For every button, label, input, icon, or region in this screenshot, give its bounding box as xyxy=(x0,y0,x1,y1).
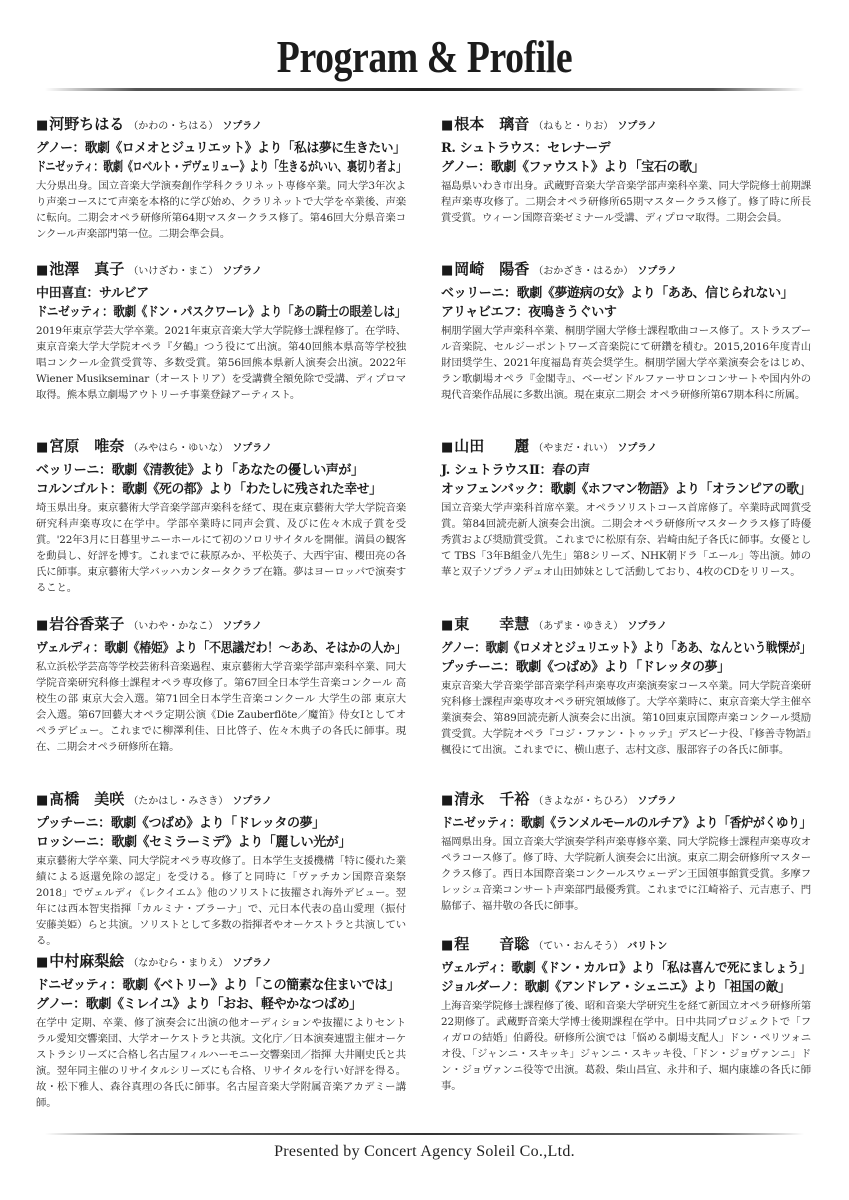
program-line: アリャビエフ：夜鳴きうぐいす xyxy=(441,305,617,320)
program-line: グノー：歌劇《ロメオとジュリエット》より「ああ、なんという戦慄が」 xyxy=(441,641,811,656)
performer-reading: （おかざき・はるか） xyxy=(533,266,634,277)
profile-ikezawa xyxy=(36,260,406,404)
program-line: ドニゼッティ：歌劇《ドン・パスクワーレ》より「あの騎士の眼差しは」 xyxy=(36,305,406,320)
voice-type: ソプラノ xyxy=(617,443,658,454)
program-line: プッチーニ：歌劇《つばめ》より「ドレッタの夢」 xyxy=(441,660,730,675)
voice-type: ソプラノ xyxy=(637,266,678,277)
voice-type: ソプラノ xyxy=(232,958,273,969)
bullet-square-icon: ■ xyxy=(36,263,49,278)
voice-type: ソプラノ xyxy=(222,621,263,632)
bullet-square-icon: ■ xyxy=(441,938,454,953)
program-line: J. シュトラウスⅡ：春の声 xyxy=(441,463,590,478)
voice-type: ソプラノ xyxy=(222,121,263,132)
profile-kawano xyxy=(36,115,406,243)
performer-name: 中村麻梨絵 xyxy=(49,952,125,970)
performer-name: 宮原 唯奈 xyxy=(49,437,125,455)
profile-yamada xyxy=(441,437,811,581)
performer-reading: （なかむら・まりえ） xyxy=(128,958,229,969)
voice-type: ソプラノ xyxy=(627,621,668,632)
program-line: 中田喜直：サルビア xyxy=(36,286,149,301)
bullet-square-icon: ■ xyxy=(441,263,454,278)
performer-reading: （いけざわ・まこ） xyxy=(128,266,219,277)
performer-name: 清永 千裕 xyxy=(454,790,530,808)
program-line: ベッリーニ：歌劇《夢遊病の女》より「ああ、信じられない」 xyxy=(441,286,794,301)
performer-name: 池澤 真子 xyxy=(49,260,125,278)
performer-reading: （きよなが・ちひろ） xyxy=(533,796,634,807)
performer-bio: 福岡県出身。国立音楽大学演奏学科声楽専修卒業、同大学院修士課程声楽専攻オペラコース修了。修了時、大学院新人演奏会に出演。東京二期会研修所マスタークラス修了。西日本国際音楽コンクールスウェーデン王国領事館賞受賞。多摩フレッシュ音楽コンサート声楽部門最優秀賞。これまでに江崎裕子、元吉恵子、門脇郁子、福井敬の各氏に師事。 xyxy=(441,836,811,912)
profile-azuma xyxy=(441,615,811,759)
bullet-square-icon: ■ xyxy=(441,618,454,633)
voice-type: ソプラノ xyxy=(232,443,273,454)
program-line: グノー：歌劇《ロメオとジュリエット》より「私は夢に生きたい」 xyxy=(36,141,406,156)
performer-reading: （みやはら・ゆいな） xyxy=(128,443,229,454)
program-line: グノー：歌劇《ファウスト》より「宝石の歌」 xyxy=(441,160,705,175)
bullet-square-icon: ■ xyxy=(36,618,49,633)
profile-iwaya xyxy=(36,615,406,755)
program-line: オッフェンバック：歌劇《ホフマン物語》より「オランピアの歌」 xyxy=(441,482,812,497)
program-line: ベッリーニ：歌劇《清教徒》より「あなたの優しい声が」 xyxy=(36,463,364,478)
performer-name: 岩谷香菜子 xyxy=(49,615,125,633)
performer-bio: 東京藝術大学卒業、同大学院オペラ専攻修了。日本学生支援機構「特に優れた業績による返還免除の認定」を受ける。修了と同時に「ヴァチカン国際音楽祭2018」でヴェルディ《レクイエム》他のソリストに抜擢され海外デビュー。翌年には西本智実指揮「カルミナ・ブラーナ」で、元日本代表の畠山愛理（振付 安藤美姫）らと共演。ソリストとして多数の指揮者やオーケストラと共演している。 xyxy=(36,855,406,947)
performer-reading: （たかはし・みさき） xyxy=(128,796,229,807)
program-line: プッチーニ：歌劇《つばめ》より「ドレッタの夢」 xyxy=(36,816,325,831)
performer-name: 髙橋 美咲 xyxy=(49,790,125,808)
voice-type: ソプラノ xyxy=(617,121,658,132)
performer-reading: （いわや・かなこ） xyxy=(128,621,219,632)
program-line: R. シュトラウス：セレナーデ xyxy=(441,141,611,156)
profile-okazaki xyxy=(441,260,811,404)
bullet-square-icon: ■ xyxy=(441,118,454,133)
performer-bio: 在学中 定期、卒業、修了演奏会に出演の他オーディションや抜擢によりセントラル愛知交響楽団、大学オーケストラと共演。文化庁／日本演奏連盟主催オーケストラシリーズに合格し名古屋フィルハーモニー交響楽団／指揮 大井剛史氏と共演。翌年同主催のリサイタルシリーズにも合格、リサイタルを行い好評を得る。故・松下雅人、森谷真理の各氏に師事。名古屋音楽大学附属音楽アカデミー講師。 xyxy=(36,1017,406,1109)
program-line: ドニゼッティ：歌劇《ロベルト・デヴェリュー》より「生きるがいい、裏切り者よ」 xyxy=(36,160,406,175)
program-line: ドニゼッティ：歌劇《ベトリー》より「この簡素な住まいでは」 xyxy=(36,978,400,993)
bullet-square-icon: ■ xyxy=(36,955,49,970)
program-line: ドニゼッティ：歌劇《ランメルモールのルチア》より「香炉がくゆり」 xyxy=(441,816,812,831)
performer-bio: 2019年東京学芸大学卒業。2021年東京音楽大学大学院修士課程修了。在学時、東京音楽大学大学院オペラ『夕鶴』つう役にて出演。第40回熊本県高等学校独唱コンクール金賞受賞等、多数受賞。第56回熊本県新人演奏会出演。2022年Wiener Musikseminar（オーストリア）を受講費全額免除で受講、ディプロマ取得。熊本県立劇場アウトリーチ事業登録アーティスト。 xyxy=(36,325,406,401)
voice-type: ソプラノ xyxy=(637,796,678,807)
profile-tei xyxy=(441,935,811,1094)
performer-reading: （てい・おんそう） xyxy=(533,941,624,952)
performer-bio: 国立音楽大学声楽科首席卒業。オペラソリストコース首席修了。卒業時武岡賞受賞。第84回読売新人演奏会出演。二期会オペラ研修所マスタークラス修了時優秀賞および奨励賞受賞。これまでに松原有奈、岩崎由紀子各氏に師事。女優として TBS「3年B組金八先生」第8シリーズ、NHK朝ドラ「エール」等出演。姉の華と双子ソプラノデュオ山田姉妹として活動しており、4枚のCDをリリース。 xyxy=(441,502,811,578)
profile-takahashi xyxy=(36,790,406,949)
page-title: Program & Profile xyxy=(276,31,573,82)
program-line: ジョルダーノ：歌劇《アンドレア・シェニエ》より「祖国の敵」 xyxy=(441,980,791,995)
performer-bio: 私立浜松学芸高等学校芸術科音楽過程、東京藝術大学音楽学部声楽科卒業、同大学院音楽研究科修士課程オペラ専攻修了。第67回全日本学生音楽コンクール 高校生の部 東京大会入選。第71回全日本学生音楽コンクール 大学生の部 東京大会入選。第67回藝大オペラ定期公演《Die Zauberflöte／魔笛》侍女Ⅰとしてオペラデビュー。これまでに柳澤利佳、日比啓子、佐々木典子の各氏に師事。現在、二期会オペラ研修所在籍。 xyxy=(36,661,406,753)
bullet-square-icon: ■ xyxy=(441,793,454,808)
bullet-square-icon: ■ xyxy=(36,118,49,133)
program-line: コルンゴルト：歌劇《死の都》より「わたしに残された幸せ」 xyxy=(36,482,382,497)
header-divider xyxy=(45,88,804,91)
performer-bio: 東京音楽大学音楽学部音楽学科声楽専攻声楽演奏家コース卒業。同大学院音楽研究科修士課程声楽専攻オペラ研究領域修了。大学卒業時に、東京音楽大学主催卒業演奏会、第89回読売新人演奏会に出演。第10回東京国際声楽コンクール奨励賞受賞。大学院オペラ『コジ・ファン・トゥッテ』デスピーナ役、『修善寺物語』楓役にて出演。これまでに、横山恵子、志村文彦、服部容子の各氏に師事。 xyxy=(441,680,811,756)
performer-reading: （やまだ・れい） xyxy=(533,443,614,454)
performer-bio: 福島県いわき市出身。武蔵野音楽大学音楽学部声楽科卒業、同大学院修士前期課程声楽専攻修了。二期会オペラ研修所65期マスタークラス修了。修了時に所長賞受賞。ウィーン国際音楽ゼミナール受講、ディプロマ取得。二期会会員。 xyxy=(441,180,811,224)
performer-bio: 埼玉県出身。東京藝術大学音楽学部声楽科を経て、現在東京藝術大学大学院音楽研究科声楽専攻に在学中。学部卒業時に同声会賞、及びに佐々木成子賞を受賞。'22年3月に日暮里サニーホールにて初のソロリサイタルを開催。満員の観客を動員し、好評を博す。これまでに萩原みか、平松英子、大西宇宙、櫻田亮の各氏に師事。東京藝術大学バッハカンタータクラブ在籍。夢はヨーロッパで演奏すること。 xyxy=(36,502,406,594)
profile-nemoto xyxy=(441,115,811,227)
bullet-square-icon: ■ xyxy=(36,793,49,808)
presenter-credit: Presented by Concert Agency Soleil Co.,Ltd. xyxy=(274,1143,575,1160)
performer-reading: （ねもと・りお） xyxy=(533,121,614,132)
footer-divider xyxy=(45,1133,804,1135)
performer-name: 東 幸慧 xyxy=(454,615,530,633)
performer-reading: （かわの・ちはる） xyxy=(128,121,219,132)
voice-type: ソプラノ xyxy=(232,796,273,807)
performer-name: 岡崎 陽香 xyxy=(454,260,530,278)
program-line: ヴェルディ：歌劇《ドン・カルロ》より「私は喜んで死にましょう」 xyxy=(441,961,811,976)
performer-bio: 大分県出身。国立音楽大学演奏創作学科クラリネット専修卒業。同大学3年次より声楽コースにて声楽を本格的に学び始め、クラリネットで大学を卒業後、声楽に転向。二期会オペラ研修所第64期マスタークラス修了。第46回大分県音楽コンクール声楽部門第一位。二期会準会員。 xyxy=(36,180,406,240)
profile-kiyonaga xyxy=(441,790,811,915)
profile-miyahara xyxy=(36,437,406,596)
performer-name: 河野ちはる xyxy=(49,115,125,133)
voice-type: バリトン xyxy=(627,941,668,952)
performer-bio: 桐朋学園大学声楽科卒業、桐朋学園大学修士課程歌曲コース修了。ストラスブール音楽院、セルジーポントワーズ音楽院にて研鑽を積む。2015,2016年度青山財団奨学生、2021年度福島育英会奨学生。桐朋学園大学卒業演奏会をはじめ、ラン歌劇場オペラ『金閣寺』、ベーゼンドルファーサロンコンサートや国内外の現代音楽作品展に多数出演。現在東京二期会 オペラ研修所第67期本科に所属。 xyxy=(441,325,811,401)
performer-name: 根本 璃音 xyxy=(454,115,530,133)
performer-name: 山田 麗 xyxy=(454,437,530,455)
bullet-square-icon: ■ xyxy=(441,440,454,455)
program-line: ヴェルディ：歌劇《椿姫》より「不思議だわ！〜ああ、そはかの人か」 xyxy=(36,641,407,656)
program-line: ロッシーニ：歌劇《セミラーミデ》より「麗しい光が」 xyxy=(36,835,352,850)
profile-nakamura xyxy=(36,952,406,1111)
performer-name: 程 音聡 xyxy=(454,935,530,953)
bullet-square-icon: ■ xyxy=(36,440,49,455)
performer-bio: 上海音楽学院修士課程修了後、昭和音楽大学研究生を経て新国立オペラ研修所第22期修了。武蔵野音楽大学博士後期課程在学中。日中共同プロジェクトで「フィガロの結婚」伯爵役。研修所公演では「悩める劇場支配人」ドン・ペリツォニオ役、「ジャンニ・スキッキ」ジャンニ・スキッキ役、「ドン・ジョヴァンニ」ドン・ジョヴァンニ役等で出演。葛殺、柴山昌宣、永井和子、堀内康雄の各氏に師事。 xyxy=(441,1000,811,1092)
program-line: グノー：歌劇《ミレイユ》より「おお、軽やかなつばめ」 xyxy=(36,997,362,1012)
voice-type: ソプラノ xyxy=(222,266,263,277)
performer-reading: （あずま・ゆきえ） xyxy=(533,621,624,632)
